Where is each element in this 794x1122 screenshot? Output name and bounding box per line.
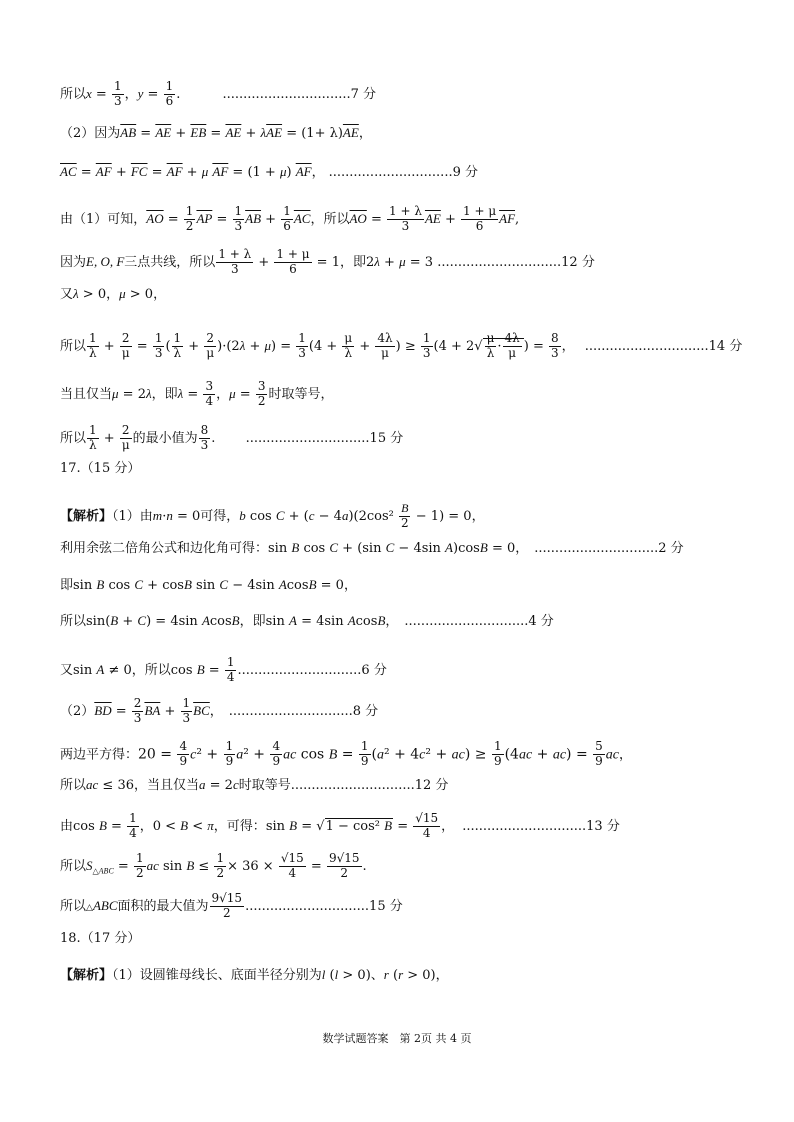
line-5: 因为E, O, F三点共线，所以 $\frac{1 + \lambda}{3}$ + $\frac{1 + \mu}{6}$ = 1，即2λ + μ = 3 ..............................12 分: [60, 247, 595, 276]
line-4: 由（1）可知，$\overline{AO}$ = $\frac{1}{2}$ $\overline{AP}$ = $\frac{1}{3}$ $\overline{AB}$ + $\frac{1}{6}$ $\overline{AC}$，所以$\overline{AO}$ = $\frac{1 + \lambda}{3}$ $\overline{AE}$ + $\frac{1 + \mu}{6}$ $\overline{AF}$,: [60, 204, 520, 233]
line-3: $\overline{AC} = \overline{AF} + \overline{FC} = \overline{AF} + \mu$ $\overline{AF} = (1 + \mu)$ $\overline{AF}$， ..............................9 分: [60, 164, 478, 180]
line-19: 所以$S_{\triangle ABC}$ = $\frac{1}{2}$ ac sin B ≤ $\frac{1}{2}$ × 36 × $\frac{√15}{4}$ = $\frac{9√15}{2}$ .: [60, 851, 367, 880]
line-20: 所以△ABC面积的最大值为 $\frac{9√15}{2}$ ..............................15 分: [60, 891, 403, 920]
line-8: 当且仅当μ = 2λ，即λ = $\frac{3}{4}$ ，μ = $\frac{3}{2}$ 时取等号，: [60, 379, 334, 408]
line-18: 由cos B = $\frac{1}{4}$ ，0 < B < π，可得：sin B = √1 − cos² B = $\frac{√15}{4}$ ， ..............................13 分: [60, 811, 620, 840]
line-9: 所以 $\frac{1}{\lambda}$ + $\frac{2}{\mu}$ 的最小值为 $\frac{8}{3}$ . ..............................15 分: [60, 423, 404, 452]
page-footer: 数学试题答案 第 2页 共 4 页: [322, 1032, 472, 1045]
question-18-heading: 18.（17 分）: [60, 931, 141, 946]
line-12: 即sin B cos C + cosB sin C − 4sin AcosB = 0，: [60, 577, 357, 593]
line-17: 所以ac ≤ 36，当且仅当a = 2c时取等号..............................12 分: [60, 777, 449, 793]
line-15: $(2)\overline{BD}$ = $\frac{2}{3}$ $\overline{BA}$ + $\frac{1}{3}$ $\overline{BC}$， ..............................8 分: [60, 696, 379, 725]
line-1: 所以x = $\frac{1}{3}$ ，y = $\frac{1}{6}$ . ...............................7 分: [60, 79, 377, 108]
line-10: 【解析】（1）由m·n = 0可得，b cos C + (c − 4a)(2cos² $\frac{B}{2}$ − 1) = 0，: [60, 501, 485, 530]
line-7: 所以 $\frac{1}{\lambda}$ + $\frac{2}{\mu}$ = $\frac{1}{3}$ ( $\frac{1}{\lambda}$ + $\frac{2}{\mu}$ )·(2λ + μ) = $\frac{1}{3}$ (4 + $\frac{\mu}{\lambda}$ + $\frac{4\lambda}{\mu}$ ) ≥ $\frac{1}{3}$ (4 + 2√ $\frac{\mu}{\lambda}$ · $\frac{4\lambda}{\mu}$ ) = $\frac{8}{3}$ ， ..............................14 分: [60, 331, 743, 360]
line-16: 两边平方得：20 = $\frac{4}{9}$ c² + $\frac{1}{9}$ a² + $\frac{4}{9}$ ac cos B = $\frac{1}{9}$ (a² + 4c² + ac) ≥ $\frac{1}{9}$ (4ac + ac) = $\frac{5}{9}$ ac，: [60, 739, 632, 768]
line-2: （2）因为$\overline{AB} = \overline{AE} + \overline{EB} = \overline{AE} + \lambda\overline{AE} = (1+ \lambda)\overline{AE}$，: [60, 125, 372, 141]
line-13: 所以sin(B + C) = 4sin AcosB，即sin A = 4sin AcosB， ..............................4 分: [60, 613, 554, 629]
line-6: 又λ > 0，μ > 0，: [60, 286, 167, 302]
question-17-heading: 17.（15 分）: [60, 461, 141, 476]
line-11: 利用余弦二倍角公式和边化角可得：sin B cos C + (sin C − 4sin A)cosB = 0， ..............................2 分: [60, 540, 684, 556]
line-21: 【解析】（1）设圆锥母线长、底面半径分别为l (l > 0)、r (r > 0)，: [60, 967, 449, 983]
line-14: 又sin A ≠ 0，所以cos B = $\frac{1}{4}$ ..............................6 分: [60, 655, 387, 684]
